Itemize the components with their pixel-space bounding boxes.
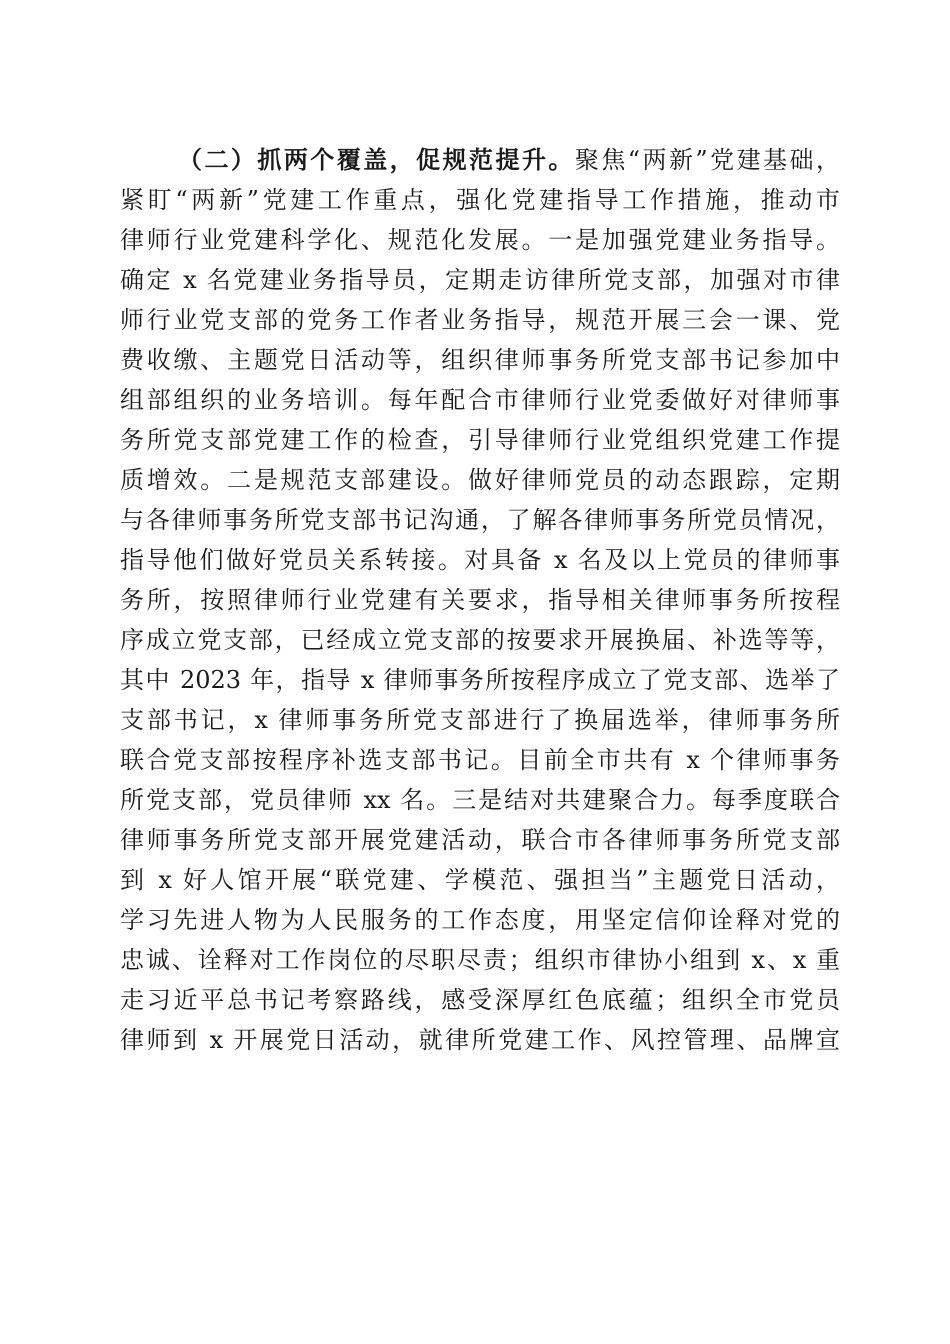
paragraph-line: 紧盯“两新”党建工作重点，强化党建指导工作措施，推动市 (120, 186, 840, 214)
paragraph-line: 指导他们做好党员关系转接。对具备 x 名及以上党员的律师事 (120, 546, 840, 574)
paragraph-line: 务所，按照律师行业党建有关要求，指导相关律师事务所按程 (120, 586, 840, 614)
paragraph-line: 师行业党支部的党务工作者业务指导，规范开展三会一课、党 (120, 306, 840, 334)
paragraph-line: 律师到 x 开展党日活动，就律所党建工作、风控管理、品牌宣 (120, 1026, 840, 1054)
paragraph-line: 忠诚、诠释对工作岗位的尽职尽责；组织市律协小组到 x、x 重 (120, 946, 840, 974)
paragraph-line: 走习近平总书记考察路线，感受深厚红色底蕴；组织全市党员 (120, 986, 840, 1014)
paragraph-line: 联合党支部按程序补选支部书记。目前全市共有 x 个律师事务 (120, 746, 840, 774)
body-paragraph (120, 140, 840, 1060)
paragraph-line: 费收缴、主题党日活动等，组织律师事务所党支部书记参加中 (120, 346, 840, 374)
paragraph-line: 与各律师事务所党支部书记沟通，了解各律师事务所党员情况， (120, 506, 840, 534)
section-heading: （二）抓两个覆盖，促规范提升。 (178, 145, 575, 174)
paragraph-line: 律师事务所党支部开展党建活动，联合市各律师事务所党支部 (120, 826, 840, 854)
paragraph-line: 律师行业党建科学化、规范化发展。一是加强党建业务指导。 (120, 226, 840, 254)
paragraph-line: 其中 2023 年，指导 x 律师事务所按程序成立了党支部、选举了 (120, 666, 840, 694)
paragraph-line: 组部组织的业务培训。每年配合市律师行业党委做好对律师事 (120, 386, 840, 414)
paragraph-line: 到 x 好人馆开展“联党建、学模范、强担当”主题党日活动， (120, 866, 840, 894)
paragraph-line: 序成立党支部，已经成立党支部的按要求开展换届、补选等等， (120, 626, 840, 654)
paragraph-line: 质增效。二是规范支部建设。做好律师党员的动态跟踪，定期 (120, 466, 840, 494)
paragraph-line: 所党支部，党员律师 xx 名。三是结对共建聚合力。每季度联合 (120, 786, 840, 814)
paragraph-line: 务所党支部党建工作的检查，引导律师行业党组织党建工作提 (120, 426, 840, 454)
paragraph-line (120, 140, 840, 180)
paragraph-line: 支部书记，x 律师事务所党支部进行了换届选举，律师事务所 (120, 706, 840, 734)
paragraph-line: 学习先进人物为人民服务的工作态度，用坚定信仰诠释对党的 (120, 906, 840, 934)
paragraph-line-text: 聚焦“两新”党建基础， (574, 146, 840, 174)
paragraph-line: 确定 x 名党建业务指导员，定期走访律所党支部，加强对市律 (120, 266, 840, 294)
